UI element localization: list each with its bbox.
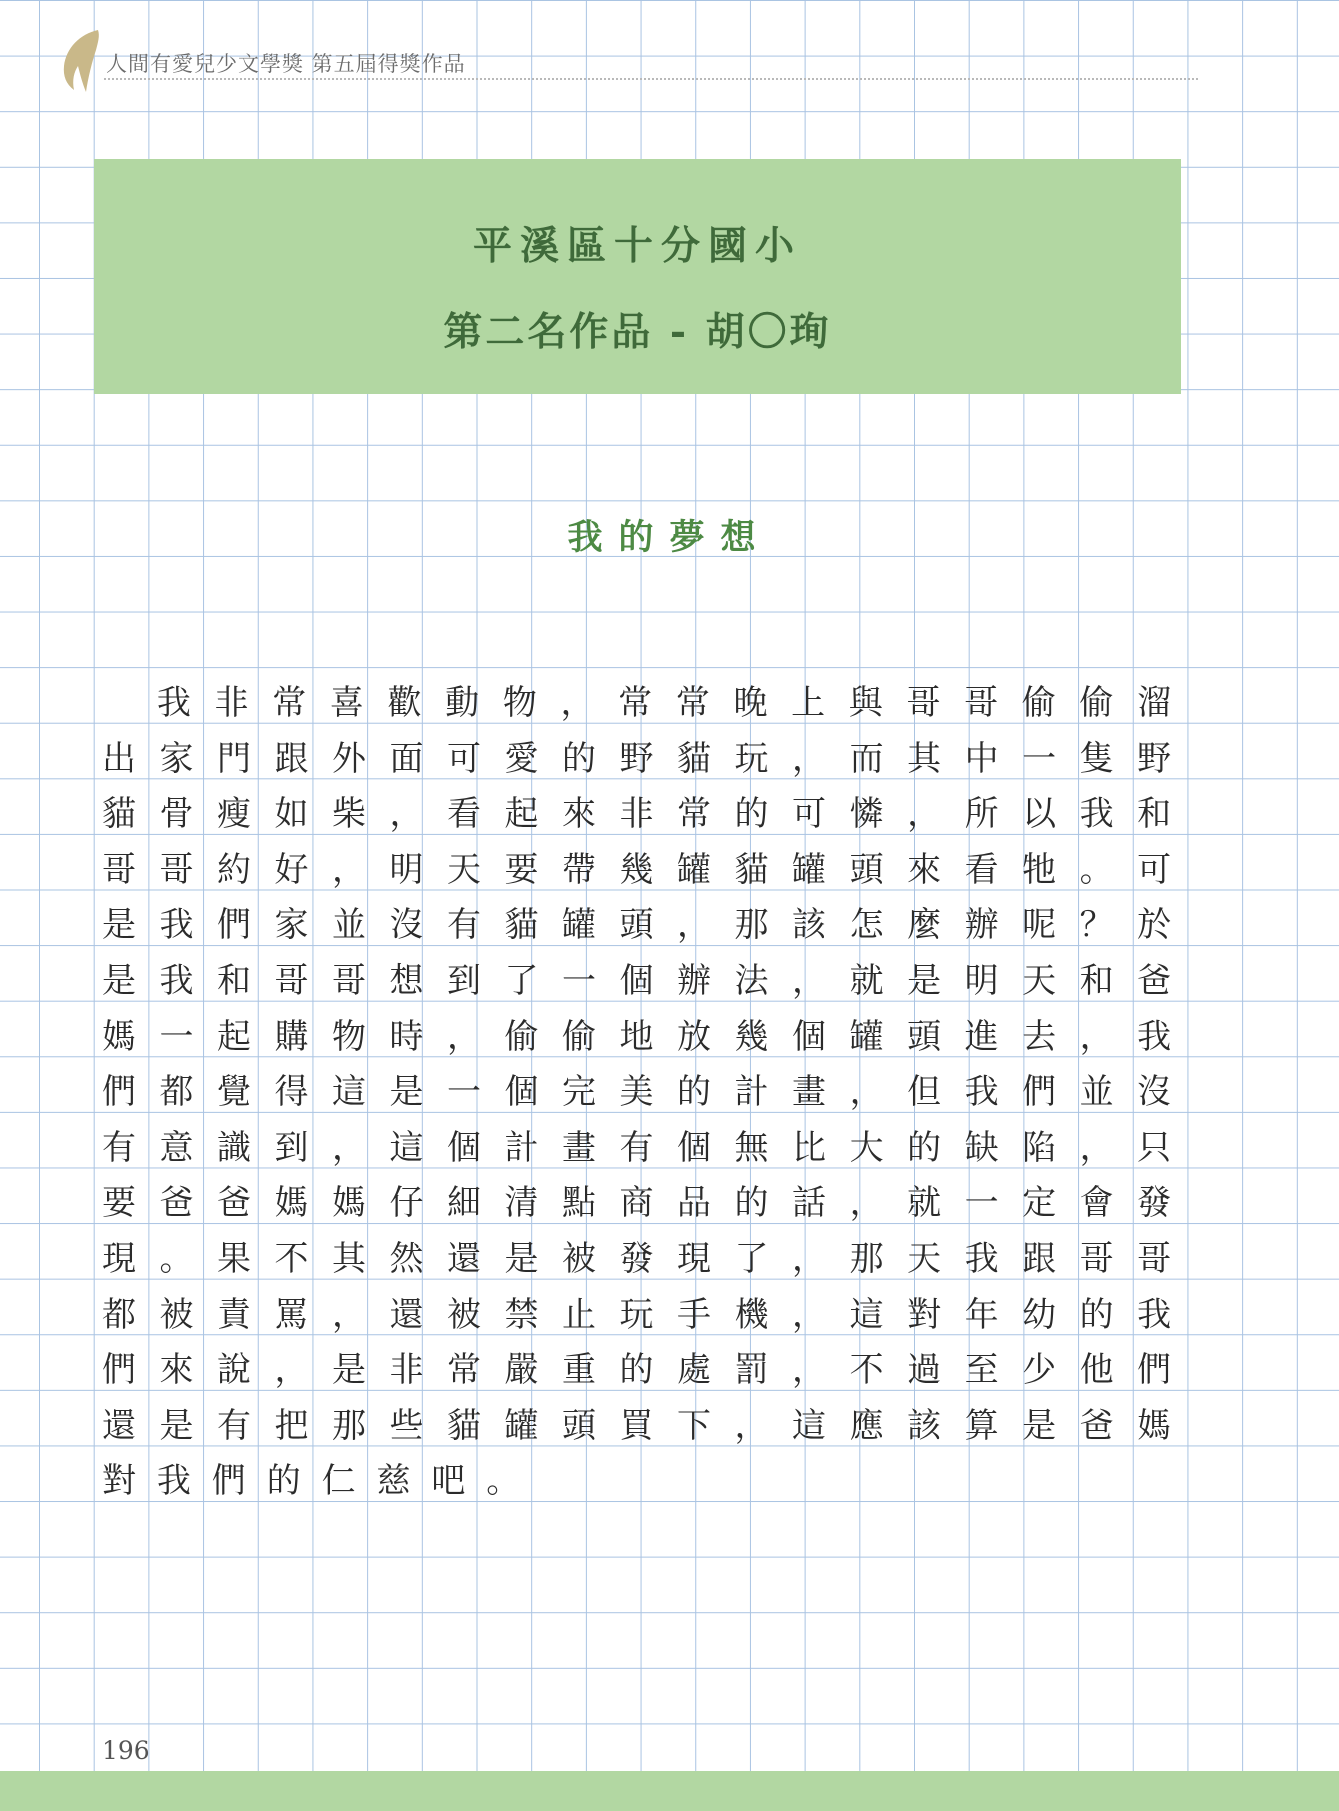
essay-body [102,676,1192,1510]
author-line: 第二名作品 - 胡〇珣 [443,309,832,355]
header-divider [104,78,1198,80]
school-name: 平溪區十分國小 [472,223,802,269]
header-title: 人間有愛兒少文學獎 第五屆得獎作品 [106,52,466,76]
page-number: 196 [102,1736,150,1765]
essay-paragraph: 我非常喜歡動物，常常晚上與哥哥偷偷溜出家門跟外面可愛的野貓玩，而其中一隻野貓骨瘦如柴，看起來非常的可憐，所以我和哥哥約好，明天要帶幾罐貓罐頭來看牠。可是我們家並沒有貓罐頭，那該怎麼辦呢？於是我和哥哥想到了一個辦法，就是明天和爸媽一起購物時，偷偷地放幾個罐頭進去，我們都覺得這是一個完美的計畫，但我們並沒有意識到，這個計畫有個無比大的缺陷，只要爸爸媽媽仔細清點商品的話，就一定會發現。果不其然還是被發現了，那天我跟哥哥都被責罵，還被禁止玩手機，這對年幼的我們來說，是非常嚴重的處罰，不過至少他們還是有把那些貓罐頭買下，這應該算是爸媽對我們的仁慈吧。 [102,683,1192,1502]
leaf-logo-icon [58,28,104,94]
essay-title: 我的夢想 [567,517,772,558]
title-box [94,159,1181,394]
bottom-band [0,1771,1339,1811]
